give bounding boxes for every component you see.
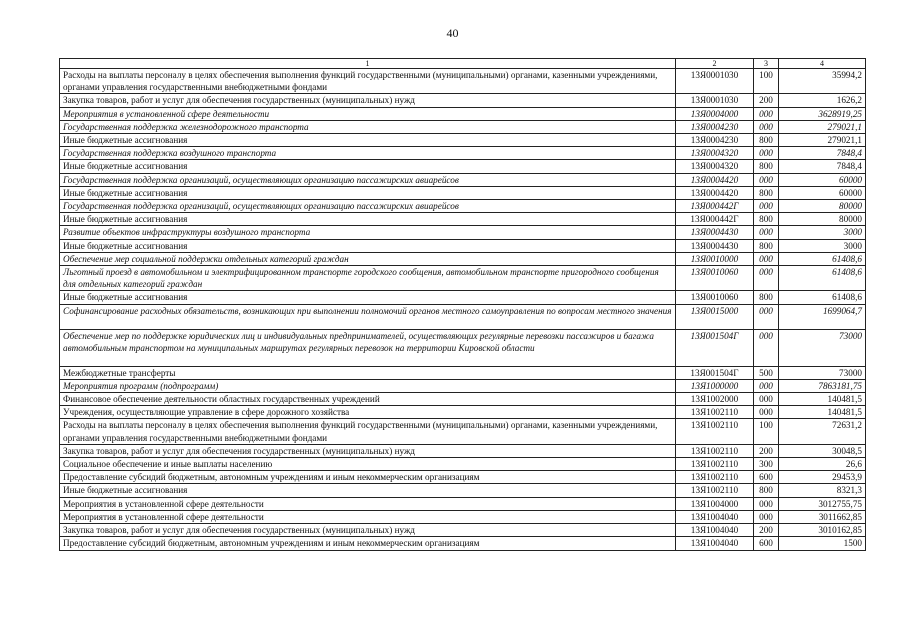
row-code-cell: 13Я1002000 — [676, 393, 754, 406]
row-sum-cell: 7863181,75 — [779, 379, 866, 392]
table-row — [60, 226, 866, 239]
table-row — [60, 160, 866, 173]
row-type-cell: 600 — [754, 471, 779, 484]
table-row — [60, 173, 866, 186]
row-sum-cell: 3012755,75 — [779, 497, 866, 510]
row-sum-cell: 1626,2 — [779, 94, 866, 107]
row-type-cell: 000 — [754, 266, 779, 291]
row-type-cell: 000 — [754, 393, 779, 406]
row-type-cell: 000 — [754, 107, 779, 120]
table-row — [60, 419, 866, 444]
row-code-cell: 13Я1004040 — [676, 510, 754, 523]
row-code-cell: 13Я0004430 — [676, 226, 754, 239]
table-row — [60, 510, 866, 523]
row-type-cell: 800 — [754, 213, 779, 226]
row-name-cell: Социальное обеспечение и иные выплаты населению — [60, 458, 676, 471]
row-type-cell: 000 — [754, 252, 779, 265]
budget-table — [59, 58, 866, 551]
row-sum-cell: 80000 — [779, 200, 866, 213]
row-code-cell: 13Я1002110 — [676, 406, 754, 419]
row-name-cell: Мероприятия в установленной сфере деятельности — [60, 497, 676, 510]
table-row — [60, 266, 866, 291]
table-row — [60, 537, 866, 550]
row-code-cell: 13Я001504Г — [676, 366, 754, 379]
row-code-cell: 13Я000442Г — [676, 213, 754, 226]
row-code-cell: 13Я0001030 — [676, 69, 754, 94]
row-sum-cell: 1699064,7 — [779, 304, 866, 329]
table-row — [60, 120, 866, 133]
row-type-cell: 200 — [754, 524, 779, 537]
row-name-cell: Мероприятия в установленной сфере деятельности — [60, 107, 676, 120]
table-row — [60, 94, 866, 107]
row-sum-cell: 279021,1 — [779, 134, 866, 147]
row-code-cell: 13Я0004230 — [676, 134, 754, 147]
row-type-cell: 000 — [754, 226, 779, 239]
row-name-cell: Иные бюджетные ассигнования — [60, 484, 676, 497]
header-col-4: 4 — [779, 59, 866, 69]
row-code-cell: 13Я0015000 — [676, 304, 754, 329]
header-col-2: 2 — [676, 59, 754, 69]
row-name-cell: Софинансирование расходных обязательств, возникающих при выполнении полномочий органов местного самоуправления по вопросам местного значения — [60, 304, 676, 329]
row-sum-cell: 1500 — [779, 537, 866, 550]
row-sum-cell: 61408,6 — [779, 291, 866, 304]
row-sum-cell: 279021,1 — [779, 120, 866, 133]
table-row — [60, 291, 866, 304]
table-row — [60, 107, 866, 120]
row-code-cell: 13Я000442Г — [676, 200, 754, 213]
row-name-cell: Развитие объектов инфраструктуры воздушного транспорта — [60, 226, 676, 239]
row-sum-cell: 140481,5 — [779, 393, 866, 406]
row-name-cell: Предоставление субсидий бюджетным, автономным учреждениям и иным некоммерческим организациям — [60, 537, 676, 550]
table-row — [60, 497, 866, 510]
page-number: 40 — [446, 26, 459, 40]
row-name-cell: Межбюджетные трансферты — [60, 366, 676, 379]
row-code-cell: 13Я1000000 — [676, 379, 754, 392]
row-code-cell: 13Я0004320 — [676, 147, 754, 160]
row-type-cell: 300 — [754, 458, 779, 471]
row-code-cell: 13Я1002110 — [676, 471, 754, 484]
row-type-cell: 200 — [754, 94, 779, 107]
row-name-cell: Государственная поддержка железнодорожного транспорта — [60, 120, 676, 133]
row-code-cell: 13Я1004040 — [676, 524, 754, 537]
row-code-cell: 13Я0001030 — [676, 94, 754, 107]
row-name-cell: Закупка товаров, работ и услуг для обеспечения государственных (муниципальных) нужд — [60, 524, 676, 537]
row-name-cell: Учреждения, осуществляющие управление в сфере дорожного хозяйства — [60, 406, 676, 419]
row-type-cell: 000 — [754, 379, 779, 392]
row-type-cell: 000 — [754, 200, 779, 213]
row-sum-cell: 3000 — [779, 239, 866, 252]
row-type-cell: 800 — [754, 186, 779, 199]
row-name-cell: Иные бюджетные ассигнования — [60, 134, 676, 147]
row-type-cell: 000 — [754, 120, 779, 133]
header-col-1: 1 — [60, 59, 676, 69]
row-type-cell: 600 — [754, 537, 779, 550]
table-row — [60, 471, 866, 484]
row-type-cell: 800 — [754, 484, 779, 497]
table-row — [60, 200, 866, 213]
table-body — [60, 69, 866, 551]
row-name-cell: Иные бюджетные ассигнования — [60, 239, 676, 252]
row-sum-cell: 8321,3 — [779, 484, 866, 497]
row-code-cell: 13Я0004420 — [676, 173, 754, 186]
table-row — [60, 406, 866, 419]
row-code-cell: 13Я0010060 — [676, 291, 754, 304]
table-row — [60, 444, 866, 457]
row-sum-cell: 73000 — [779, 366, 866, 379]
row-name-cell: Расходы на выплаты персоналу в целях обеспечения выполнения функций государственными (муниципальными) органами, казенными учреждениями, органами управления государственными внебюджетными фондами — [60, 419, 676, 444]
row-sum-cell: 29453,9 — [779, 471, 866, 484]
row-name-cell: Обеспечение мер по поддержке юридических лиц и индивидуальных предпринимателей, осуществляющих регулярные перевозки пассажиров и багажа автомобильным транспортом на муниципальных маршрутах регулярных перевозок на территории Кировской области — [60, 329, 676, 366]
table-row — [60, 484, 866, 497]
row-name-cell: Государственная поддержка воздушного транспорта — [60, 147, 676, 160]
row-sum-cell: 72631,2 — [779, 419, 866, 444]
row-name-cell: Государственная поддержка организаций, осуществляющих организацию пассажирских авиарейсов — [60, 200, 676, 213]
row-type-cell: 000 — [754, 510, 779, 523]
row-name-cell: Иные бюджетные ассигнования — [60, 213, 676, 226]
row-code-cell: 13Я0004430 — [676, 239, 754, 252]
row-code-cell: 13Я1004040 — [676, 537, 754, 550]
row-name-cell: Иные бюджетные ассигнования — [60, 160, 676, 173]
table-row — [60, 69, 866, 94]
row-sum-cell: 7848,4 — [779, 160, 866, 173]
row-sum-cell: 61408,6 — [779, 266, 866, 291]
row-sum-cell: 60000 — [779, 173, 866, 186]
row-type-cell: 000 — [754, 497, 779, 510]
row-type-cell: 100 — [754, 419, 779, 444]
row-code-cell: 13Я1002110 — [676, 458, 754, 471]
row-name-cell: Льготный проезд в автомобильном и электрифицированном транспорте городского сообщения, автомобильном транспорте пригородного сообщения для отдельных категорий граждан — [60, 266, 676, 291]
row-name-cell: Расходы на выплаты персоналу в целях обеспечения выполнения функций государственными (муниципальными) органами, казенными учреждениями, органами управления государственными внебюджетными фондами — [60, 69, 676, 94]
row-sum-cell: 61408,6 — [779, 252, 866, 265]
row-sum-cell: 30048,5 — [779, 444, 866, 457]
row-type-cell: 000 — [754, 304, 779, 329]
table-row — [60, 134, 866, 147]
row-type-cell: 800 — [754, 160, 779, 173]
row-code-cell: 13Я0004320 — [676, 160, 754, 173]
row-sum-cell: 80000 — [779, 213, 866, 226]
row-code-cell: 13Я0010000 — [676, 252, 754, 265]
row-sum-cell: 60000 — [779, 186, 866, 199]
row-type-cell: 000 — [754, 173, 779, 186]
row-name-cell: Иные бюджетные ассигнования — [60, 291, 676, 304]
row-code-cell: 13Я001504Г — [676, 329, 754, 366]
row-name-cell: Мероприятия программ (подпрограмм) — [60, 379, 676, 392]
row-type-cell: 000 — [754, 406, 779, 419]
row-code-cell: 13Я1002110 — [676, 484, 754, 497]
table-row — [60, 524, 866, 537]
row-sum-cell: 3628919,25 — [779, 107, 866, 120]
row-type-cell: 000 — [754, 329, 779, 366]
row-type-cell: 200 — [754, 444, 779, 457]
row-type-cell: 000 — [754, 147, 779, 160]
row-code-cell: 13Я0004420 — [676, 186, 754, 199]
row-code-cell: 13Я1004000 — [676, 497, 754, 510]
row-code-cell: 13Я0004230 — [676, 120, 754, 133]
table-row — [60, 304, 866, 329]
row-code-cell: 13Я1002110 — [676, 419, 754, 444]
row-type-cell: 800 — [754, 291, 779, 304]
table-row — [60, 393, 866, 406]
table-header-row — [60, 59, 866, 69]
row-sum-cell: 3010162,85 — [779, 524, 866, 537]
table-row — [60, 252, 866, 265]
row-name-cell: Обеспечение мер социальной поддержки отдельных категорий граждан — [60, 252, 676, 265]
table-row — [60, 329, 866, 366]
row-sum-cell: 140481,5 — [779, 406, 866, 419]
header-col-3: 3 — [754, 59, 779, 69]
row-code-cell: 13Я0010060 — [676, 266, 754, 291]
row-sum-cell: 35994,2 — [779, 69, 866, 94]
row-sum-cell: 3011662,85 — [779, 510, 866, 523]
table-row — [60, 147, 866, 160]
row-code-cell: 13Я1002110 — [676, 444, 754, 457]
row-sum-cell: 3000 — [779, 226, 866, 239]
row-type-cell: 500 — [754, 366, 779, 379]
row-name-cell: Мероприятия в установленной сфере деятельности — [60, 510, 676, 523]
row-name-cell: Закупка товаров, работ и услуг для обеспечения государственных (муниципальных) нужд — [60, 444, 676, 457]
table-row — [60, 366, 866, 379]
table-row — [60, 458, 866, 471]
row-sum-cell: 73000 — [779, 329, 866, 366]
row-type-cell: 800 — [754, 134, 779, 147]
row-name-cell: Иные бюджетные ассигнования — [60, 186, 676, 199]
row-type-cell: 800 — [754, 239, 779, 252]
table-row — [60, 213, 866, 226]
row-sum-cell: 26,6 — [779, 458, 866, 471]
table-row — [60, 186, 866, 199]
table-row — [60, 379, 866, 392]
row-name-cell: Финансовое обеспечение деятельности областных государственных учреждений — [60, 393, 676, 406]
table-row — [60, 239, 866, 252]
row-name-cell: Государственная поддержка организаций, осуществляющих организацию пассажирских авиарейсов — [60, 173, 676, 186]
row-code-cell: 13Я0004000 — [676, 107, 754, 120]
row-name-cell: Закупка товаров, работ и услуг для обеспечения государственных (муниципальных) нужд — [60, 94, 676, 107]
row-name-cell: Предоставление субсидий бюджетным, автономным учреждениям и иным некоммерческим организациям — [60, 471, 676, 484]
row-sum-cell: 7848,4 — [779, 147, 866, 160]
row-type-cell: 100 — [754, 69, 779, 94]
